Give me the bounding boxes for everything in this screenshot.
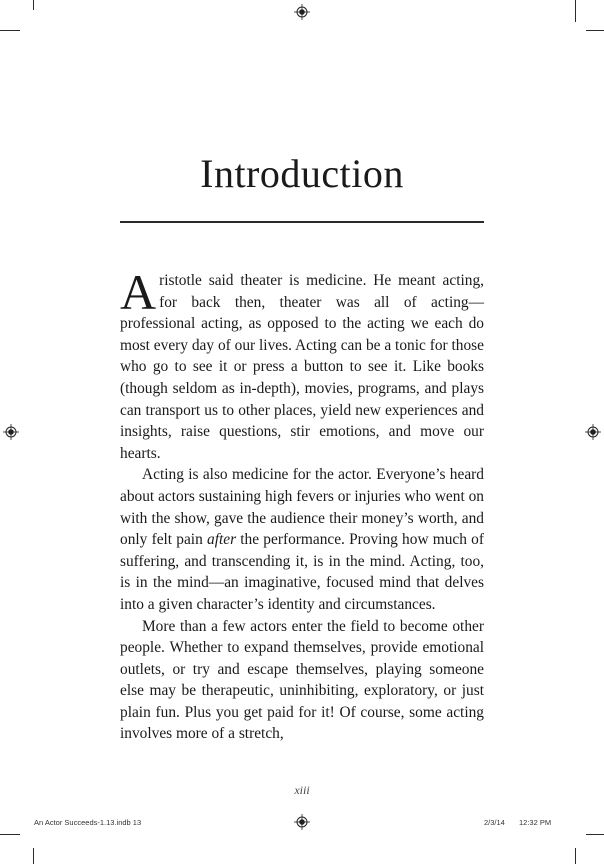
chapter-title: Introduction [200, 151, 404, 196]
crop-mark-top-right [575, 0, 576, 22]
crop-mark-bottom-right-h [586, 834, 604, 835]
crop-mark-top-right-h [586, 30, 604, 31]
paragraph-1-text: ristotle said theater is medicine. He meant acting, for back then, theater was all of acting—professional acting, as opposed to the acting we each do most every day of our lives. Acting can be a tonic for those who go to see it or press a button to see it. Like books (though seldom as in-depth), movies, programs, and plays can transport us to other places, yield new experiences and insights, raise questions, stir emotions, and move our hearts. [120, 272, 484, 462]
registration-mark-top-icon [294, 4, 310, 20]
paragraph-2-text-before: Acting is also medicine for the actor. Everyone’s heard about actors sustaining high fevers or injuries who went on with the show, gave the audience their money’s worth, and only felt pain [120, 466, 484, 549]
paragraph-3-text: More than a few actors enter the field to become other people. Whether to expand themselves, provide emotional outlets, or try and escape themselves, playing someone else may be therapeutic, uninhibiting, exploratory, or just plain fun. Plus you get paid for it! Of course, some acting involves more of a stretch, [120, 617, 484, 743]
registration-mark-left-icon [3, 424, 19, 440]
crop-mark-bottom-left [33, 848, 34, 864]
paragraph-2-text-after: the performance. Proving how much of suffering, and transcending it, is in the mind. Acting, too, is in the mind—an imaginative, focused mind that delves into a given character’s identity and circumstances. [120, 531, 484, 613]
title-rule [120, 221, 484, 223]
drop-cap: A [120, 264, 157, 320]
paragraph-2-emphasis: after [207, 531, 237, 549]
crop-mark-bottom-right [575, 848, 576, 864]
paragraph-2 [120, 464, 484, 615]
body-text [120, 264, 484, 745]
slug-date: 2/3/14 [484, 818, 505, 827]
slug-time: 12:32 PM [519, 818, 552, 827]
crop-mark-top-left-h [0, 30, 20, 31]
registration-mark-bottom-icon [294, 814, 310, 830]
paragraph-3 [120, 616, 484, 746]
crop-mark-bottom-left-h [0, 834, 20, 835]
crop-mark-top-left [33, 0, 34, 10]
paragraph-1 [120, 264, 484, 464]
page-number: xiii [294, 783, 310, 797]
registration-mark-right-icon [585, 424, 601, 440]
slug-filename: An Actor Succeeds-1.13.indb 13 [34, 818, 142, 827]
